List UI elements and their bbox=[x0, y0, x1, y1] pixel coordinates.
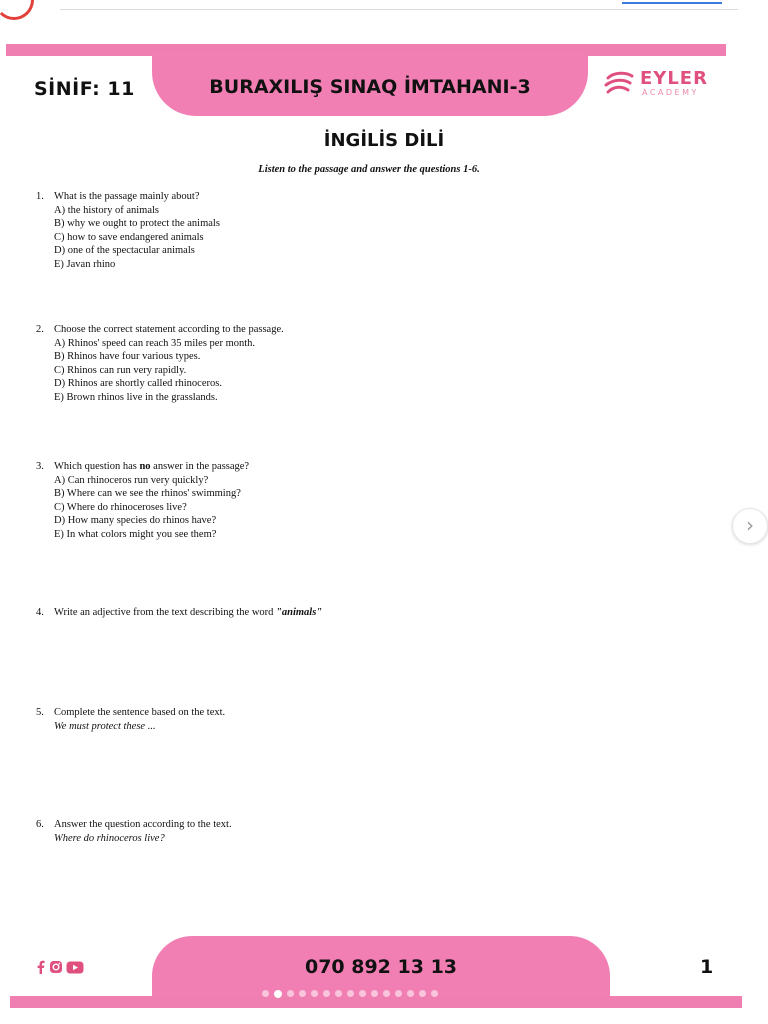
top-progress-line bbox=[622, 2, 722, 4]
option: A) Can rhinoceros run very quickly? bbox=[54, 474, 209, 486]
option: D) one of the spectacular animals bbox=[54, 245, 195, 257]
question-6 bbox=[36, 818, 232, 845]
question-number: 5. bbox=[36, 707, 44, 718]
question-number: 3. bbox=[36, 461, 44, 472]
option: C) how to save endangered animals bbox=[54, 231, 204, 243]
carousel-dot[interactable] bbox=[274, 990, 282, 998]
instagram-icon[interactable] bbox=[49, 960, 63, 979]
carousel-dot[interactable] bbox=[323, 990, 330, 997]
carousel-dot[interactable] bbox=[419, 990, 426, 997]
carousel-dot[interactable] bbox=[431, 990, 438, 997]
social-icons bbox=[36, 960, 84, 979]
option: E) Brown rhinos live in the grasslands. bbox=[54, 391, 218, 403]
eyler-logo bbox=[604, 68, 714, 102]
option: E) Javan rhino bbox=[54, 258, 116, 270]
question-text: Complete the sentence based on the text. bbox=[54, 707, 226, 718]
facebook-icon[interactable] bbox=[36, 960, 46, 979]
top-divider bbox=[60, 9, 738, 10]
carousel-dot[interactable] bbox=[395, 990, 402, 997]
carousel-indicator bbox=[262, 990, 438, 998]
carousel-dot[interactable] bbox=[371, 990, 378, 997]
question-number: 6. bbox=[36, 819, 44, 830]
carousel-dot[interactable] bbox=[407, 990, 414, 997]
option: C) Where do rhinoceroses live? bbox=[54, 501, 187, 513]
question-text: Answer the question according to the text. bbox=[54, 819, 232, 830]
question-text: Which question has no answer in the passage? bbox=[54, 461, 250, 472]
instruction: Listen to the passage and answer the questions 1-6. bbox=[258, 164, 480, 175]
carousel-dot[interactable] bbox=[262, 990, 269, 997]
question-emphasis: "animals" bbox=[276, 607, 323, 618]
carousel-dot[interactable] bbox=[299, 990, 306, 997]
question-5 bbox=[36, 706, 225, 733]
option: A) Rhinos' speed can reach 35 miles per month. bbox=[54, 337, 256, 349]
option: B) Rhinos have four various types. bbox=[54, 351, 201, 363]
youtube-icon[interactable] bbox=[66, 961, 84, 979]
carousel-dot[interactable] bbox=[383, 990, 390, 997]
next-page-button[interactable] bbox=[732, 508, 768, 544]
page-number: 1 bbox=[700, 956, 714, 978]
option: D) How many species do rhinos have? bbox=[54, 515, 217, 527]
question-number: 1. bbox=[36, 191, 44, 202]
top-strip bbox=[0, 0, 768, 14]
question-4 bbox=[36, 606, 322, 620]
option: D) Rhinos are shortly called rhinoceros. bbox=[54, 378, 222, 390]
exam-title: BURAXILIŞ SINAQ İMTAHANI-3 bbox=[209, 76, 531, 98]
question-1 bbox=[36, 190, 220, 272]
corner-logo bbox=[0, 0, 34, 20]
eyler-logo-icon bbox=[604, 70, 634, 98]
carousel-dot[interactable] bbox=[359, 990, 366, 997]
question-3 bbox=[36, 460, 249, 542]
question-2 bbox=[36, 323, 284, 405]
question-prompt: Where do rhinoceros live? bbox=[54, 832, 165, 844]
option: E) In what colors might you see them? bbox=[54, 528, 217, 540]
carousel-dot[interactable] bbox=[311, 990, 318, 997]
subject-title: İNGİLİS DİLİ bbox=[323, 130, 445, 151]
option: B) why we ought to protect the animals bbox=[54, 218, 220, 230]
question-number: 4. bbox=[36, 607, 44, 618]
question-text: Write an adjective from the text describing the word bbox=[54, 607, 277, 618]
question-text: What is the passage mainly about? bbox=[54, 191, 200, 202]
carousel-dot[interactable] bbox=[347, 990, 354, 997]
question-emphasis: no bbox=[139, 461, 151, 472]
option: A) the history of animals bbox=[54, 204, 159, 216]
question-text: Choose the correct statement according to the passage. bbox=[54, 324, 284, 335]
option: B) Where can we see the rhinos' swimming? bbox=[54, 488, 241, 500]
phone-number: 070 892 13 13 bbox=[304, 956, 458, 978]
chevron-right-icon: › bbox=[746, 513, 754, 537]
footer-band bbox=[10, 996, 742, 1008]
brand-subtitle: ACADEMY bbox=[642, 88, 699, 97]
question-number: 2. bbox=[36, 324, 44, 335]
question-prompt: We must protect these ... bbox=[54, 720, 156, 732]
option: C) Rhinos can run very rapidly. bbox=[54, 364, 187, 376]
carousel-dot[interactable] bbox=[335, 990, 342, 997]
class-label: SİNİF: 11 bbox=[34, 78, 135, 100]
carousel-dot[interactable] bbox=[287, 990, 294, 997]
brand-name: EYLER bbox=[640, 68, 708, 89]
